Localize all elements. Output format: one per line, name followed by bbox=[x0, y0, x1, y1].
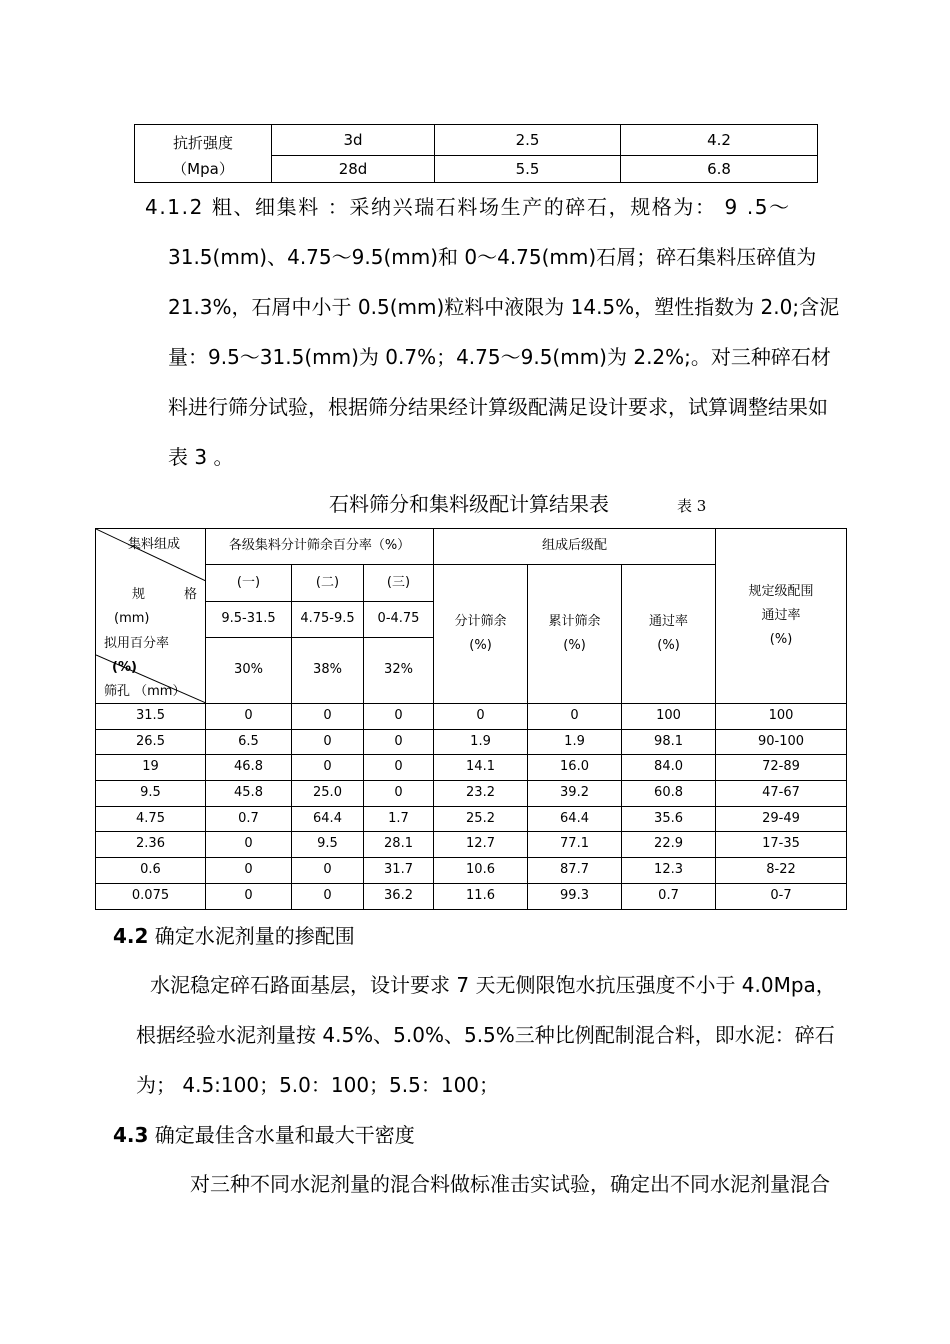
table-cell: 46.8 bbox=[206, 755, 292, 781]
sieve-size-cell: 9.5 bbox=[96, 781, 206, 807]
table-cell: 0 bbox=[434, 704, 528, 730]
material-header: (一) bbox=[206, 565, 292, 602]
paragraph-line: 为； 4.5:100；5.0：100；5.5：100； bbox=[136, 1073, 500, 1097]
paragraph-line: 对三种不同水泥剂量的混合料做标准击实试验，确定出不同水泥剂量混合 bbox=[190, 1172, 830, 1196]
table-cell: 60.8 bbox=[622, 781, 716, 807]
paragraph-line: 表 3 。 bbox=[168, 445, 234, 469]
table-cell: 45.8 bbox=[206, 781, 292, 807]
table-cell: 12.3 bbox=[622, 858, 716, 884]
table-cell: 6.5 bbox=[206, 729, 292, 755]
table-cell: 17-35 bbox=[716, 832, 847, 858]
table-cell: 47-67 bbox=[716, 781, 847, 807]
corner-label-spec-b: 格 bbox=[184, 587, 198, 602]
sieve-size-cell: 26.5 bbox=[96, 729, 206, 755]
size-header: 9.5-31.5 bbox=[206, 602, 292, 638]
table-cell: 0 bbox=[206, 883, 292, 909]
table-cell: 0 bbox=[292, 704, 364, 730]
table-cell: 0 bbox=[364, 781, 434, 807]
table-cell: 2.5 bbox=[435, 125, 621, 156]
sieve-size-cell: 31.5 bbox=[96, 704, 206, 730]
table-caption-number: 表 3 bbox=[677, 497, 707, 515]
group1-header: 各级集料分计筛余百分率（%） bbox=[206, 529, 434, 565]
table-cell: 25.2 bbox=[434, 806, 528, 832]
paragraph-line: 31.5(mm)、4.75～9.5(mm)和 0～4.75(mm)石屑；碎石集料压碎值为 bbox=[168, 245, 817, 269]
table-cell: 100 bbox=[622, 704, 716, 730]
table-cell: 22.9 bbox=[622, 832, 716, 858]
table-cell: 39.2 bbox=[528, 781, 622, 807]
sub-header: 分计筛余 (%) bbox=[434, 565, 528, 704]
table-cell: 0 bbox=[364, 704, 434, 730]
table-cell: 1.7 bbox=[364, 806, 434, 832]
grading-table-body bbox=[96, 704, 847, 910]
table-cell: 0 bbox=[292, 755, 364, 781]
table-cell: 11.6 bbox=[434, 883, 528, 909]
table-caption-title: 石料筛分和集料级配计算结果表 bbox=[329, 492, 609, 516]
table-row bbox=[96, 781, 847, 807]
material-header: (三) bbox=[364, 565, 434, 602]
table-cell: 23.2 bbox=[434, 781, 528, 807]
section-number: 4.3 bbox=[113, 1123, 149, 1147]
section-43-paragraph bbox=[190, 1159, 830, 1209]
table-cell: 0 bbox=[292, 883, 364, 909]
spec-header: 规定级配围 通过率 (%) bbox=[716, 529, 847, 704]
table-cell: 0 bbox=[364, 729, 434, 755]
table-cell: 4.2 bbox=[621, 125, 818, 156]
table-cell: 28d bbox=[272, 155, 435, 182]
sieve-size-cell: 0.6 bbox=[96, 858, 206, 884]
sieve-size-cell: 19 bbox=[96, 755, 206, 781]
table-cell: 36.2 bbox=[364, 883, 434, 909]
sieve-size-cell: 2.36 bbox=[96, 832, 206, 858]
table-cell: 31.7 bbox=[364, 858, 434, 884]
table-cell: 1.9 bbox=[528, 729, 622, 755]
table-cell: 29-49 bbox=[716, 806, 847, 832]
section-43-heading bbox=[113, 1119, 415, 1148]
group2-header: 组成后级配 bbox=[434, 529, 716, 565]
corner-label-ratio: 拟用百分率 bbox=[104, 636, 170, 651]
table-cell: 0 bbox=[292, 858, 364, 884]
table-row bbox=[96, 755, 847, 781]
paragraph-line: 量：9.5～31.5(mm)为 0.7%；4.75～9.5(mm)为 2.2%;。对三种碎石材 bbox=[168, 345, 831, 369]
table-cell: 28.1 bbox=[364, 832, 434, 858]
corner-label-pct: (%) bbox=[112, 660, 137, 675]
section-42-paragraph bbox=[136, 960, 846, 1110]
table-cell: 0.7 bbox=[206, 806, 292, 832]
table-cell: 12.7 bbox=[434, 832, 528, 858]
sub-header: 累计筛余 (%) bbox=[528, 565, 622, 704]
paragraph-line: 4.1.2 粗、细集料 ：采纳兴瑞石料场生产的碎石，规格为： 9 .5～ bbox=[145, 195, 791, 219]
size-header: 4.75-9.5 bbox=[292, 602, 364, 638]
table-row bbox=[135, 125, 818, 156]
table-cell: 0 bbox=[364, 755, 434, 781]
table-cell: 9.5 bbox=[292, 832, 364, 858]
section-number: 4.2 bbox=[113, 924, 149, 948]
table-cell: 16.0 bbox=[528, 755, 622, 781]
table-row bbox=[96, 832, 847, 858]
section-title: 确定水泥剂量的掺配围 bbox=[154, 924, 355, 948]
table-cell: 77.1 bbox=[528, 832, 622, 858]
table-cell: 1.9 bbox=[434, 729, 528, 755]
section-title: 确定最佳含水量和最大干密度 bbox=[154, 1123, 415, 1147]
table-cell: 90-100 bbox=[716, 729, 847, 755]
ratio-header: 32% bbox=[364, 638, 434, 704]
table-cell: 6.8 bbox=[621, 155, 818, 182]
table-cell: 64.4 bbox=[528, 806, 622, 832]
sieve-size-cell: 0.075 bbox=[96, 883, 206, 909]
strength-label-top: 抗折强度 bbox=[135, 125, 272, 156]
table-cell: 3d bbox=[272, 125, 435, 156]
table-cell: 100 bbox=[716, 704, 847, 730]
corner-label-spec-a: 规 bbox=[132, 587, 146, 602]
table-row bbox=[96, 704, 847, 730]
table-cell: 5.5 bbox=[435, 155, 621, 182]
table-cell: 0.7 bbox=[622, 883, 716, 909]
table-header-row bbox=[96, 529, 847, 565]
table-cell: 64.4 bbox=[292, 806, 364, 832]
table-cell: 35.6 bbox=[622, 806, 716, 832]
section-42-heading bbox=[113, 920, 355, 949]
table-cell: 0 bbox=[206, 704, 292, 730]
table-cell: 0-7 bbox=[716, 883, 847, 909]
table-row bbox=[135, 155, 818, 182]
section-412-paragraph bbox=[145, 182, 845, 482]
corner-label-unit: (mm) bbox=[114, 611, 150, 626]
ratio-header: 30% bbox=[206, 638, 292, 704]
strength-table bbox=[134, 124, 818, 183]
corner-header-cell bbox=[96, 529, 206, 704]
table-cell: 87.7 bbox=[528, 858, 622, 884]
paragraph-line: 根据经验水泥剂量按 4.5%、5.0%、5.5%三种比例配制混合料，即水泥：碎石 bbox=[136, 1023, 835, 1047]
table-cell: 14.1 bbox=[434, 755, 528, 781]
corner-label-sieve: 筛孔 （mm） bbox=[104, 684, 186, 699]
table-row bbox=[96, 883, 847, 909]
table-row bbox=[96, 806, 847, 832]
table-cell: 8-22 bbox=[716, 858, 847, 884]
table-cell: 98.1 bbox=[622, 729, 716, 755]
table-cell: 25.0 bbox=[292, 781, 364, 807]
table-cell: 0 bbox=[292, 729, 364, 755]
size-header: 0-4.75 bbox=[364, 602, 434, 638]
table-cell: 0 bbox=[206, 858, 292, 884]
table-row bbox=[96, 729, 847, 755]
paragraph-line: 料进行筛分试验，根据筛分结果经计算级配满足设计要求，试算调整结果如 bbox=[168, 395, 828, 419]
table-cell: 0 bbox=[528, 704, 622, 730]
paragraph-line: 水泥稳定碎石路面基层，设计要求 7 天无侧限饱水抗压强度不小于 4.0Mpa， bbox=[150, 973, 836, 997]
table-row bbox=[96, 858, 847, 884]
table-cell: 0 bbox=[206, 832, 292, 858]
ratio-header: 38% bbox=[292, 638, 364, 704]
sub-header: 通过率 (%) bbox=[622, 565, 716, 704]
corner-label-composition: 集料组成 bbox=[128, 537, 181, 552]
table-cell: 99.3 bbox=[528, 883, 622, 909]
material-header: (二) bbox=[292, 565, 364, 602]
strength-label-bottom: （Mpa） bbox=[135, 155, 272, 182]
table-cell: 72-89 bbox=[716, 755, 847, 781]
sieve-size-cell: 4.75 bbox=[96, 806, 206, 832]
table-cell: 84.0 bbox=[622, 755, 716, 781]
paragraph-line: 21.3%，石屑中小于 0.5(mm)粒料中液限为 14.5%，塑性指数为 2.0;含泥 bbox=[168, 295, 840, 319]
grading-table bbox=[95, 528, 847, 910]
table-cell: 10.6 bbox=[434, 858, 528, 884]
